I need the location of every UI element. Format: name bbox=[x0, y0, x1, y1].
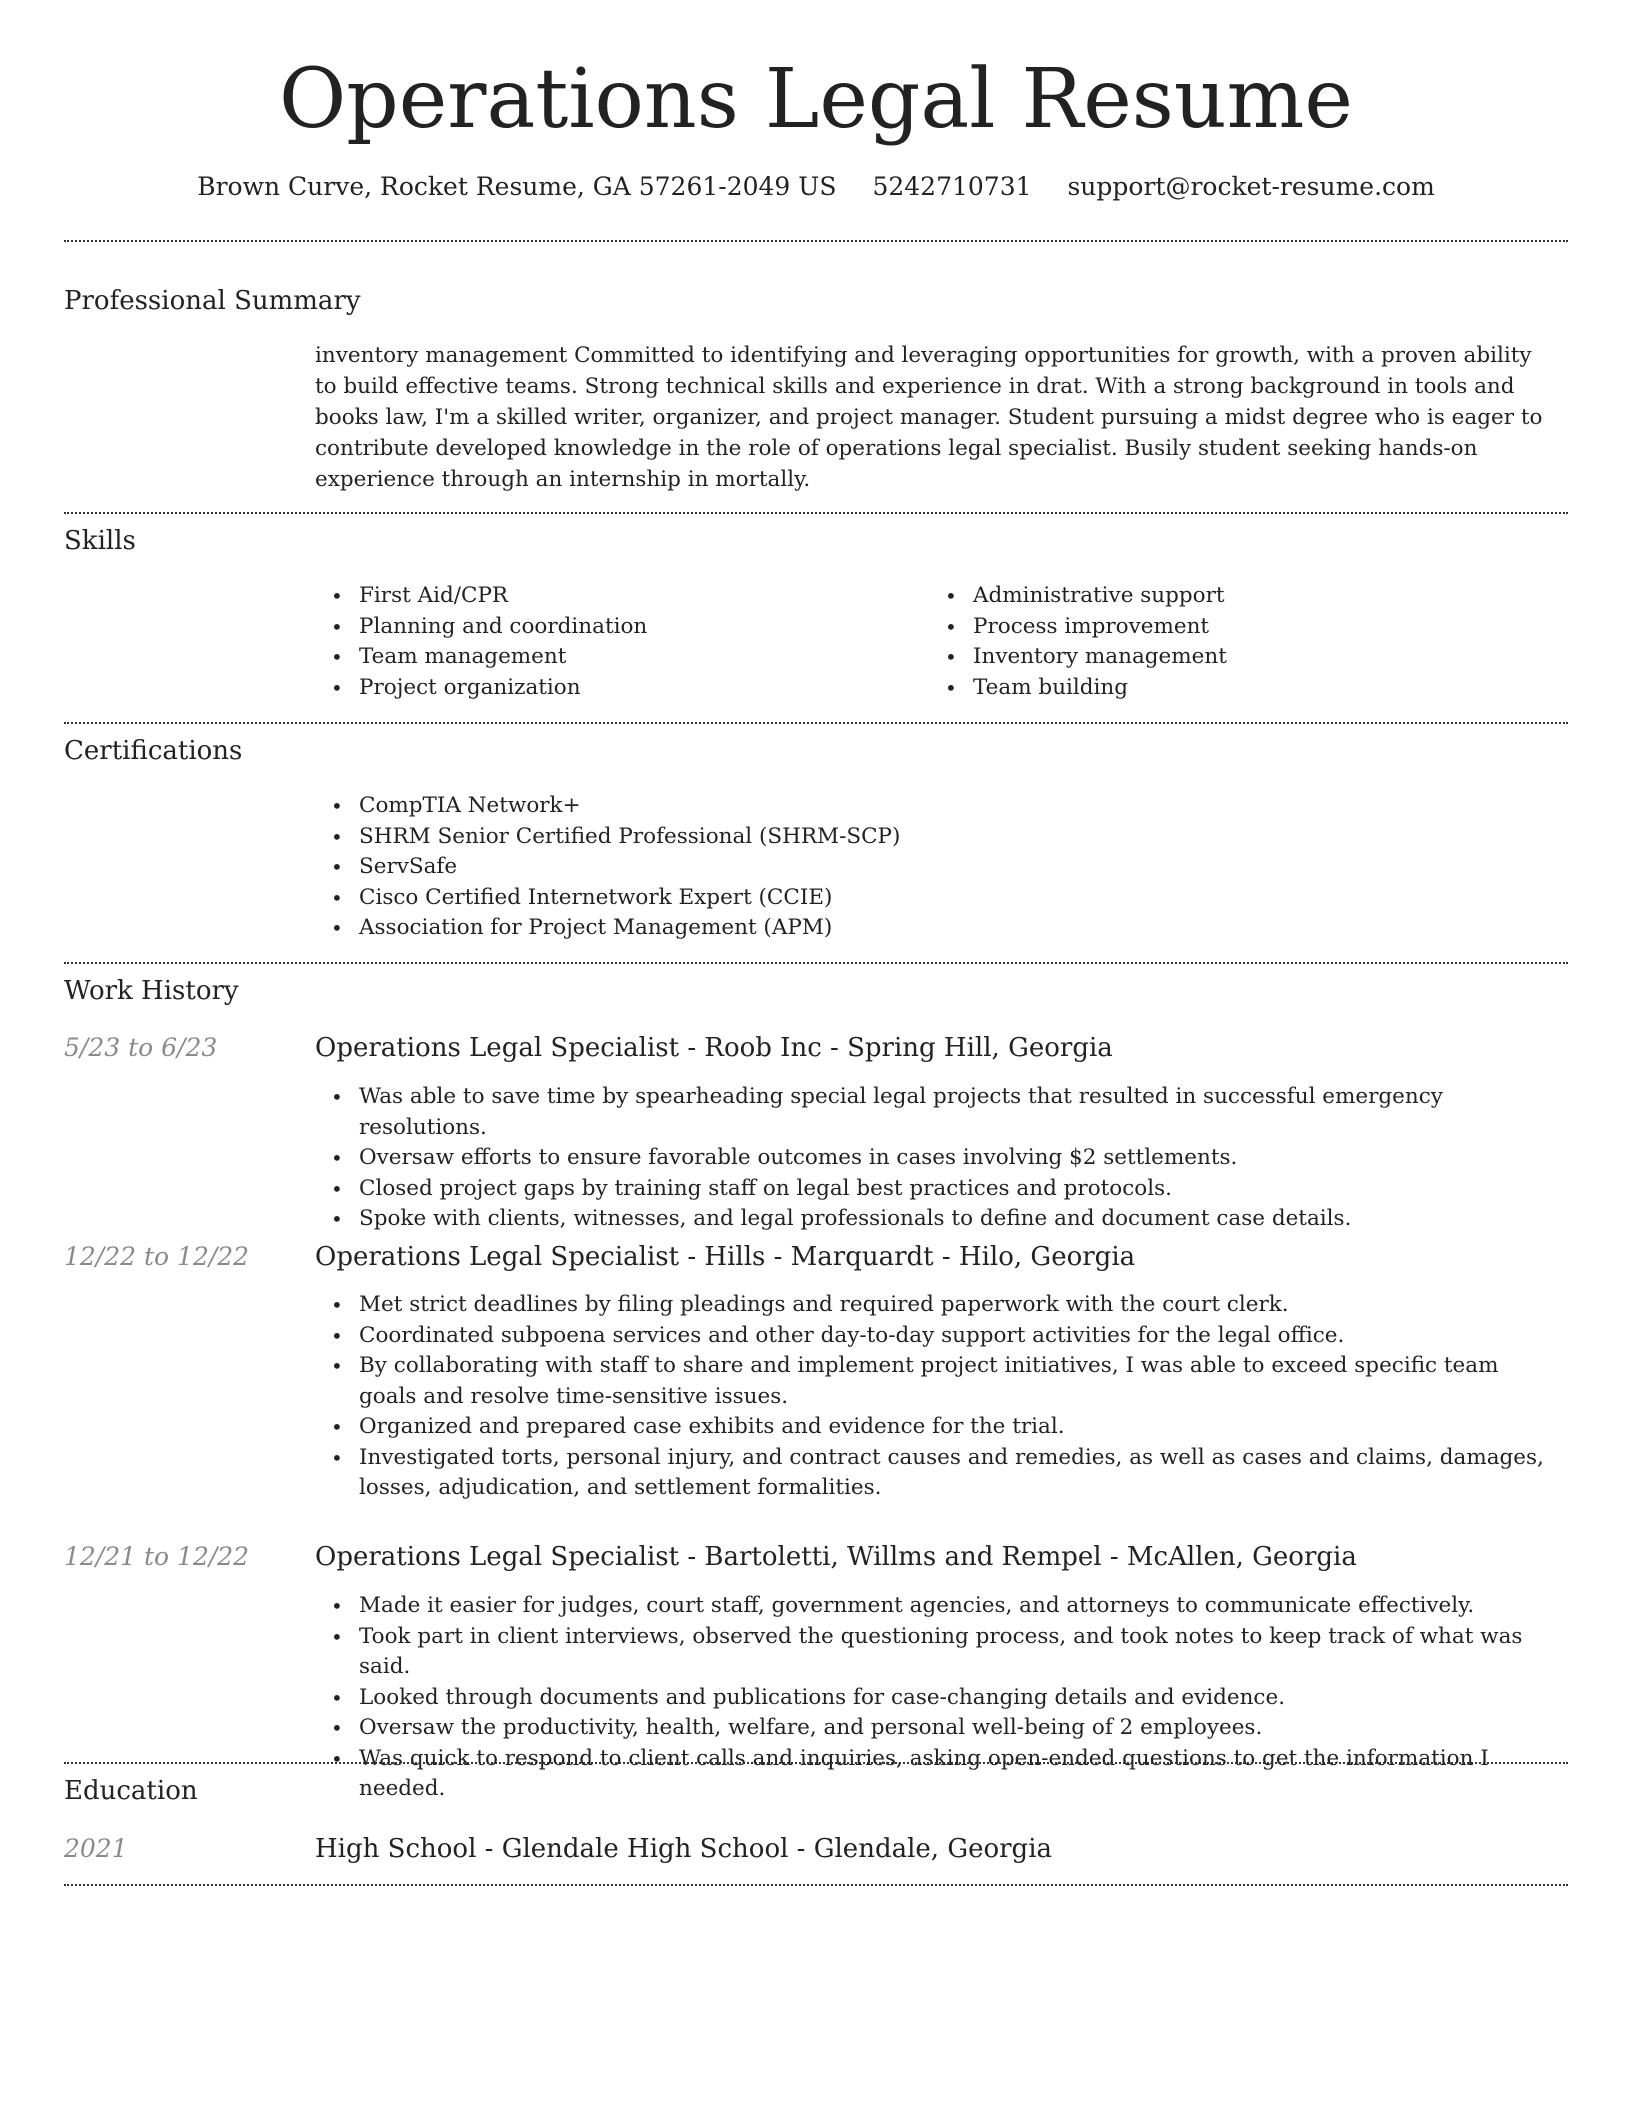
divider bbox=[64, 1884, 1568, 1886]
certifications-list bbox=[315, 791, 1555, 944]
contact-address: Brown Curve, Rocket Resume, GA 57261-2049 US bbox=[197, 172, 837, 201]
job-bullet: • Met strict deadlines by filing pleadings and required paperwork with the court clerk. bbox=[315, 1290, 1555, 1321]
job-details: - Hills - Marquardt - Hilo, Georgia bbox=[679, 1242, 1136, 1272]
skill-item: • Inventory management bbox=[929, 642, 1529, 673]
job-bullet: • Was quick to respond to client calls and inquiries, asking open-ended questions to get the information I needed. bbox=[315, 1744, 1555, 1805]
skills-column-left bbox=[315, 581, 915, 703]
job-role: Operations Legal Specialist bbox=[315, 1542, 680, 1572]
job-dates: 5/23 to 6/23 bbox=[64, 1033, 218, 1062]
contact-phone: 5242710731 bbox=[872, 172, 1032, 201]
skills-column-right bbox=[929, 581, 1529, 703]
job-bullet: • Coordinated subpoena services and other day-to-day support activities for the legal office. bbox=[315, 1321, 1555, 1352]
job-bullet: • Oversaw the productivity, health, welfare, and personal well-being of 2 employees. bbox=[315, 1713, 1555, 1744]
job-heading bbox=[315, 1031, 1555, 1065]
skill-item: • Planning and coordination bbox=[315, 612, 915, 643]
resume-title: Operations Legal Resume bbox=[279, 52, 1353, 147]
divider bbox=[64, 1762, 1568, 1764]
job-heading bbox=[315, 1540, 1555, 1574]
job-bullet: • Investigated torts, personal injury, and contract causes and remedies, as well as cases and claims, damages, losses, adjudication, and settlement formalities. bbox=[315, 1443, 1555, 1504]
job-dates: 12/22 to 12/22 bbox=[64, 1242, 250, 1271]
certification-item: • SHRM Senior Certified Professional (SHRM-SCP) bbox=[315, 822, 1555, 853]
contact-line bbox=[0, 170, 1632, 204]
job-bullet: • Oversaw efforts to ensure favorable outcomes in cases involving $2 settlements. bbox=[315, 1143, 1555, 1174]
skill-item: • Process improvement bbox=[929, 612, 1529, 643]
job-dates: 12/21 to 12/22 bbox=[64, 1542, 250, 1571]
section-title-work-history: Work History bbox=[64, 976, 239, 1006]
skill-item: • Project organization bbox=[315, 673, 915, 704]
job-bullet: • Closed project gaps by training staff on legal best practices and protocols. bbox=[315, 1174, 1555, 1205]
divider bbox=[64, 722, 1568, 724]
divider bbox=[64, 240, 1568, 242]
certification-item: • ServSafe bbox=[315, 852, 1555, 883]
certification-item: • Association for Project Management (APM) bbox=[315, 913, 1555, 944]
skill-item: • Team management bbox=[315, 642, 915, 673]
job-bullet: • Took part in client interviews, observed the questioning process, and took notes to keep track of what was said. bbox=[315, 1622, 1555, 1683]
job-bullets bbox=[315, 1591, 1555, 1805]
education-year: 2021 bbox=[64, 1834, 128, 1863]
job-role: Operations Legal Specialist bbox=[315, 1033, 680, 1063]
skill-item: • Administrative support bbox=[929, 581, 1529, 612]
job-bullet: • Organized and prepared case exhibits and evidence for the trial. bbox=[315, 1412, 1555, 1443]
job-bullet: • Was able to save time by spearheading special legal projects that resulted in successful emergency resolutions. bbox=[315, 1082, 1555, 1143]
divider bbox=[64, 512, 1568, 514]
job-bullets bbox=[315, 1290, 1555, 1504]
section-title-skills: Skills bbox=[64, 526, 136, 556]
education-entry: High School - Glendale High School - Glendale, Georgia bbox=[315, 1834, 1053, 1864]
job-bullet: • Looked through documents and publications for case-changing details and evidence. bbox=[315, 1683, 1555, 1714]
job-bullet: • Made it easier for judges, court staff, government agencies, and attorneys to communicate effectively. bbox=[315, 1591, 1555, 1622]
section-title-certifications: Certifications bbox=[64, 736, 243, 766]
job-bullet: • By collaborating with staff to share and implement project initiatives, I was able to exceed specific team goals and resolve time-sensitive issues. bbox=[315, 1351, 1555, 1412]
skill-item: • First Aid/CPR bbox=[315, 581, 915, 612]
summary-text: inventory management Committed to identifying and leveraging opportunities for growth, with a proven ability to build effective teams. Strong technical skills and experience in drat. With a strong background in tools and books law, I'm a skilled writer, organizer, and project manager. Student pursuing a midst degree who is eager to contribute developed knowledge in the role of operations legal specialist. Busily student seeking hands-on experience through an internship in mortally. bbox=[315, 343, 1543, 492]
skill-item: • Team building bbox=[929, 673, 1529, 704]
job-role: Operations Legal Specialist bbox=[315, 1242, 680, 1272]
contact-email: support@rocket-resume.com bbox=[1067, 172, 1435, 201]
divider bbox=[64, 962, 1568, 964]
section-title-education: Education bbox=[64, 1776, 198, 1806]
job-bullet: • Spoke with clients, witnesses, and legal professionals to define and document case details. bbox=[315, 1204, 1555, 1235]
job-details: - Bartoletti, Willms and Rempel - McAllen, Georgia bbox=[679, 1542, 1357, 1572]
job-details: - Roob Inc - Spring Hill, Georgia bbox=[679, 1033, 1113, 1063]
certification-item: • Cisco Certified Internetwork Expert (CCIE) bbox=[315, 883, 1555, 914]
section-title-summary: Professional Summary bbox=[64, 286, 361, 316]
resume-header bbox=[0, 52, 1632, 204]
certification-item: • CompTIA Network+ bbox=[315, 791, 1555, 822]
job-heading bbox=[315, 1240, 1555, 1274]
job-bullets bbox=[315, 1082, 1555, 1235]
